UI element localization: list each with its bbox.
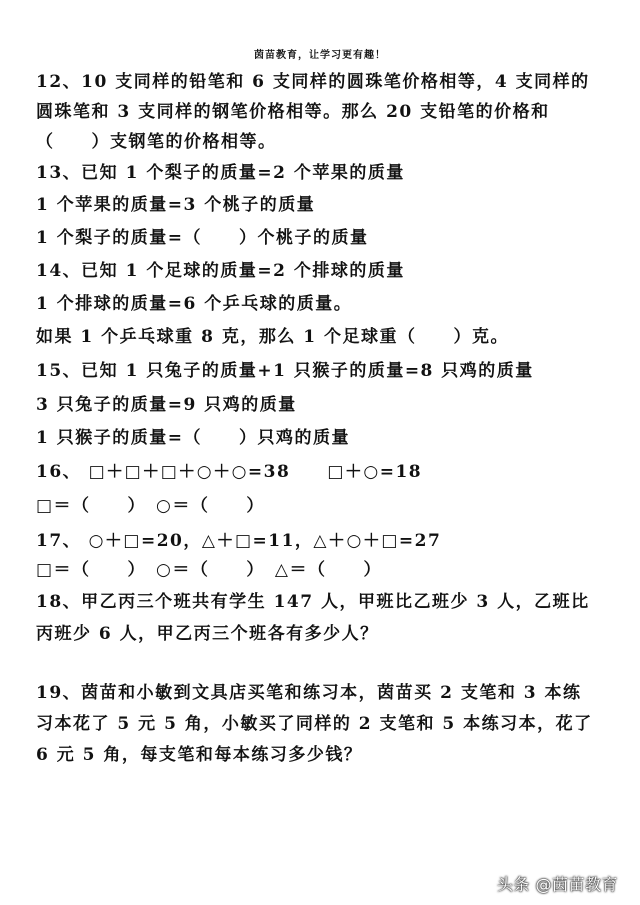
- q13-line-3: 1 个梨子的质量=（ ）个桃子的质量: [36, 228, 369, 248]
- q15-line-2: 3 只兔子的质量=9 只鸡的质量: [36, 395, 297, 415]
- q15-line-3: 1 只猴子的质量=（ ）只鸡的质量: [36, 428, 350, 448]
- q15-line-1: 15、已知 1 只兔子的质量+1 只猴子的质量=8 只鸡的质量: [36, 361, 534, 381]
- q13-line-2: 1 个苹果的质量=3 个桃子的质量: [36, 195, 316, 215]
- q13-line-1: 13、已知 1 个梨子的质量=2 个苹果的质量: [36, 163, 405, 183]
- q19-line-1: 19、茵苗和小敏到文具店买笔和练习本，茵苗买 2 支笔和 3 本练: [36, 683, 582, 703]
- q19-line-2: 习本花了 5 元 5 角，小敏买了同样的 2 支笔和 5 本练习本，花了: [36, 714, 593, 734]
- q19-line-3: 6 元 5 角，每支笔和每本练习多少钱？: [36, 745, 363, 765]
- q17-line-1: 17、 ○＋□=20，△＋□=11，△＋○＋□=27: [36, 531, 442, 551]
- q18-line-2: 丙班少 6 人，甲乙丙三个班各有多少人？: [36, 624, 379, 644]
- q16-line-1: 16、 □＋□＋□＋○＋○=38 □＋○=18: [36, 462, 423, 482]
- q12-line-2: 圆珠笔和 3 支同样的钢笔价格相等。那么 20 支铅笔的价格和: [36, 102, 550, 122]
- page-header: 茵苗教育，让学习更有趣！: [254, 50, 386, 61]
- q12-line-1: 12、10 支同样的铅笔和 6 支同样的圆珠笔价格相等，4 支同样的: [36, 72, 590, 92]
- q14-line-2: 1 个排球的质量=6 个乒乓球的质量。: [36, 294, 353, 314]
- q16-line-2: □＝（ ） ○＝（ ）: [36, 496, 265, 516]
- toutiao-watermark: 头条 @茵苗教育: [496, 875, 618, 894]
- q18-line-1: 18、甲乙丙三个班共有学生 147 人，甲班比乙班少 3 人，乙班比: [36, 592, 590, 612]
- q12-line-3: （ ）支钢笔的价格相等。: [36, 132, 277, 152]
- q14-line-3: 如果 1 个乒乓球重 8 克，那么 1 个足球重（ ）克。: [36, 327, 509, 347]
- q14-line-1: 14、已知 1 个足球的质量=2 个排球的质量: [36, 261, 405, 281]
- q17-line-2: □＝（ ） ○＝（ ） △＝（ ）: [36, 560, 382, 580]
